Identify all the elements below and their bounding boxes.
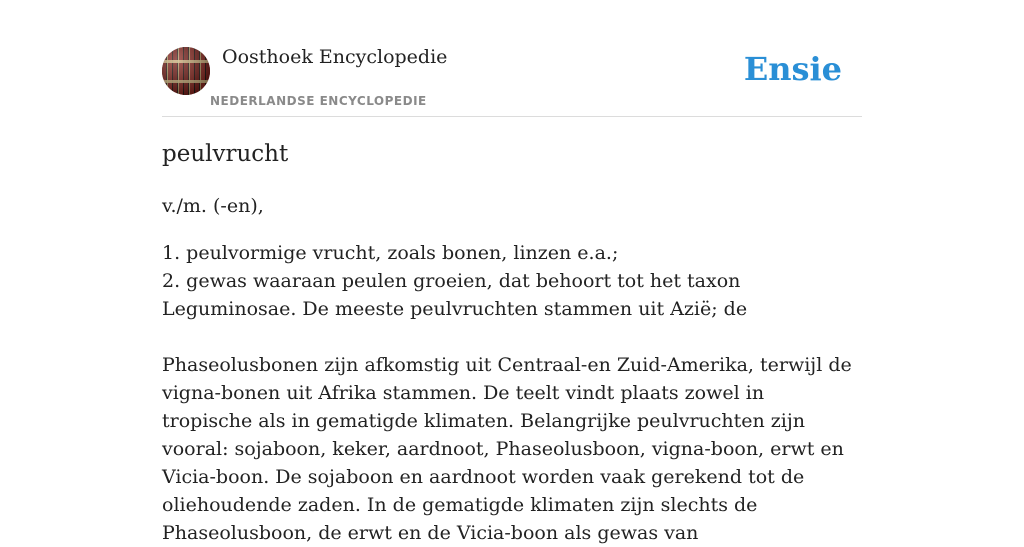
definition-list	[162, 239, 852, 323]
site-title[interactable]: Oosthoek Encyclopedie	[222, 46, 448, 68]
definition-item: 1. peulvormige vrucht, zoals bonen, linzen e.a.;	[162, 242, 619, 264]
ensie-brand-link[interactable]: Ensie	[743, 50, 842, 88]
site-header	[162, 0, 862, 117]
books-logo-icon[interactable]	[162, 47, 210, 95]
entry-content	[162, 136, 852, 547]
definition-item: 2. gewas waaraan peulen groeien, dat behoort tot het taxon Leguminosae. De meeste peulvruchten stammen uit Azië; de	[162, 270, 748, 320]
grammar-note: v./m. (-en),	[162, 195, 264, 217]
entry-paragraph: Phaseolusbonen zijn afkomstig uit Centraal-en Zuid-Amerika, terwijl de vigna-bonen uit Afrika stammen. De teelt vindt plaats zowel in tropische als in gematigde klimaten. Belangrijke peulvruchten zijn vooral: sojaboon, keker, aardnoot, Phaseolusboon, vigna-boon, erwt en Vicia-boon. De sojaboon en aardnoot worden vaak gerekend tot de oliehoudende zaden. In de gematigde klimaten zijn slechts de Phaseolusboon, de erwt en de Vicia-boon als gewas van	[162, 354, 852, 544]
site-subtitle: NEDERLANDSE ENCYCLOPEDIE	[210, 94, 427, 108]
entry-title: peulvrucht	[162, 141, 289, 167]
